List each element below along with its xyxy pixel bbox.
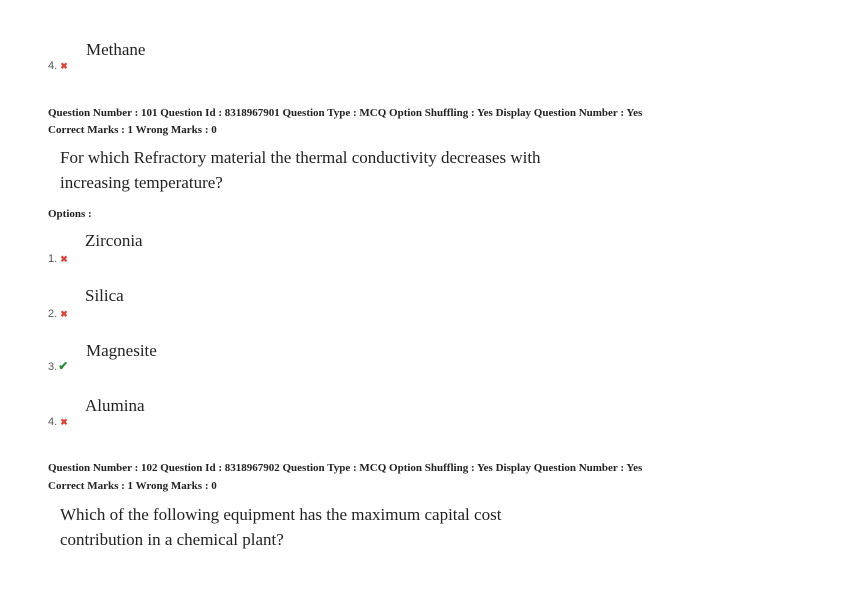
q102-meta-line1: Question Number : 102 Question Id : 8318967902 Question Type : MCQ Option Shuffling : Yes Display Question Number : Yes [48,462,643,474]
option-3-number: 3. [48,361,58,373]
wrong-icon: ✖ [60,417,68,427]
option-2-number: 2. [48,308,58,320]
wrong-icon: ✖ [60,254,68,264]
check-icon: ✔ [58,359,69,373]
q101-meta-line2: Correct Marks : 1 Wrong Marks : 0 [48,124,217,136]
q101-text-line2: increasing temperature? [60,173,223,192]
prev-option-4-number: 4. [48,60,58,72]
prev-option-4-number-row [48,56,68,74]
q102-meta-line2: Correct Marks : 1 Wrong Marks : 0 [48,480,217,492]
wrong-icon: ✖ [60,61,68,71]
option-3-text: Magnesite [86,341,157,360]
option-4-text: Alumina [85,396,145,415]
option-4-number-row [48,412,68,430]
option-1-number-row [48,249,68,267]
options-label: Options : [48,208,92,220]
option-3-number-row [48,357,68,375]
option-2-text: Silica [85,286,124,305]
q101-text-line1: For which Refractory material the thermal conductivity decreases with [60,148,541,167]
option-1-text: Zirconia [85,231,143,250]
prev-option-4-text: Methane [86,40,146,59]
q102-text-line1: Which of the following equipment has the maximum capital cost [60,505,502,524]
q102-text-line2: contribution in a chemical plant? [60,530,284,549]
q101-meta-line1: Question Number : 101 Question Id : 8318967901 Question Type : MCQ Option Shuffling : Yes Display Question Number : Yes [48,107,643,119]
wrong-icon: ✖ [60,309,68,319]
option-1-number: 1. [48,253,58,265]
option-2-number-row [48,304,68,322]
option-4-number: 4. [48,416,58,428]
